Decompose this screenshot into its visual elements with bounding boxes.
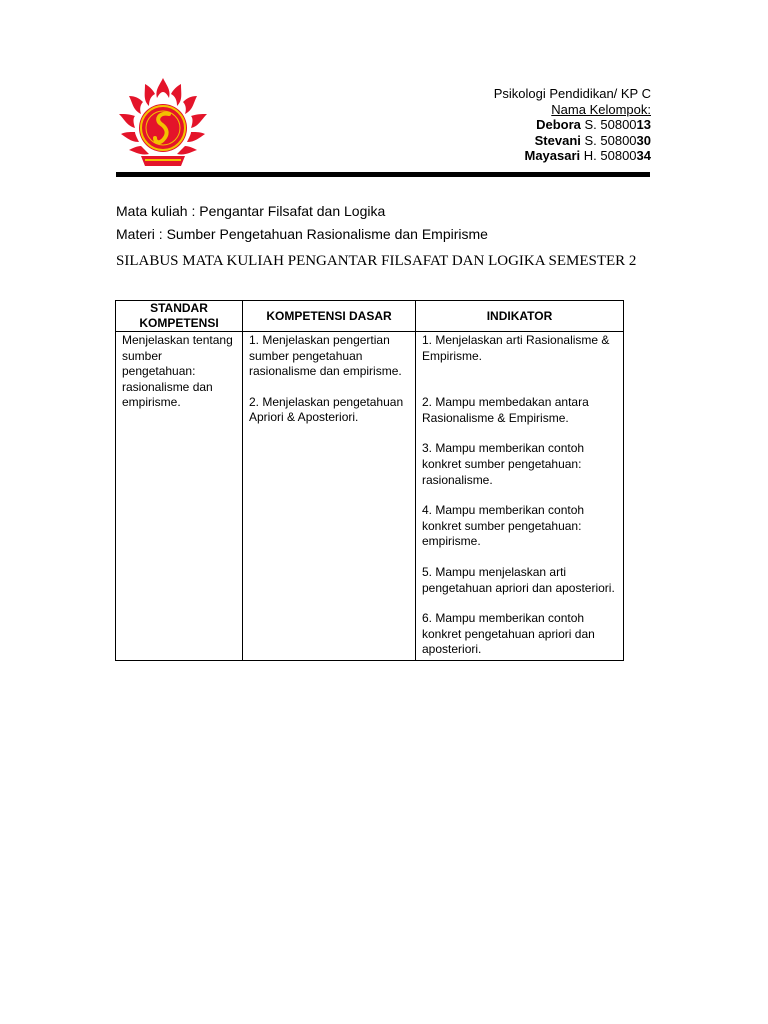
indikator-item: 3. Mampu memberikan contoh konkret sumber pengetahuan: rasionalisme.: [422, 441, 585, 487]
member-id-suffix: 30: [636, 132, 651, 148]
indikator-item: 6. Mampu memberikan contoh konkret pengetahuan apriori dan aposteriori.: [422, 611, 595, 657]
header-standar: STANDAR KOMPETENSI: [116, 301, 243, 332]
syllabus-title: SILABUS MATA KULIAH PENGANTAR FILSAFAT DAN LOGIKA SEMESTER 2: [116, 253, 637, 269]
member-name: Debora: [536, 117, 581, 132]
kd-item: 1. Menjelaskan pengertian sumber pengetahuan rasionalisme dan empirisme.: [249, 333, 402, 379]
member-id: S. 50800: [580, 117, 637, 132]
table-header-row: [116, 301, 624, 332]
cell-standar: [116, 332, 243, 661]
member-row: [494, 117, 651, 133]
indikator-item: 1. Menjelaskan arti Rasionalisme & Empirisme.: [422, 333, 610, 363]
group-label: Nama Kelompok:: [551, 101, 651, 117]
member-name: Stevani: [534, 132, 581, 148]
header-kompetensi-dasar: KOMPETENSI DASAR: [243, 301, 416, 332]
member-row: [494, 133, 651, 149]
indikator-item: 4. Mampu memberikan contoh konkret sumber pengetahuan: empirisme.: [422, 503, 585, 549]
member-id: S. 50800: [580, 132, 637, 148]
table-row: [116, 332, 624, 661]
cell-kompetensi-dasar: [243, 332, 416, 661]
indikator-item: 5. Mampu menjelaskan arti pengetahuan apriori dan aposteriori.: [422, 564, 615, 595]
course-topic: Materi : Sumber Pengetahuan Rasionalisme dan Empirisme: [116, 226, 488, 242]
kd-item: 2. Menjelaskan pengetahuan Apriori & Aposteriori.: [249, 394, 404, 425]
standar-text: Menjelaskan tentang sumber pengetahuan: rasionalisme dan empirisme.: [122, 333, 233, 410]
university-crest-icon: [115, 76, 211, 168]
course-group: Psikologi Pendidikan/ KP C: [493, 86, 651, 101]
header-rule: [116, 172, 650, 177]
course-name: Mata kuliah : Pengantar Filsafat dan Logika: [116, 203, 386, 219]
syllabus-table: [115, 300, 624, 661]
cell-indikator: [416, 332, 624, 661]
group-info: [494, 86, 651, 164]
member-name: Mayasari: [524, 148, 581, 163]
member-id: H. 50800: [580, 148, 637, 163]
indikator-item: 2. Mampu membedakan antara Rasionalisme & Empirisme.: [422, 395, 589, 425]
member-id-suffix: 13: [636, 117, 651, 132]
header-indikator: INDIKATOR: [416, 301, 624, 332]
member-id-suffix: 34: [636, 148, 651, 163]
member-row: [494, 148, 651, 164]
